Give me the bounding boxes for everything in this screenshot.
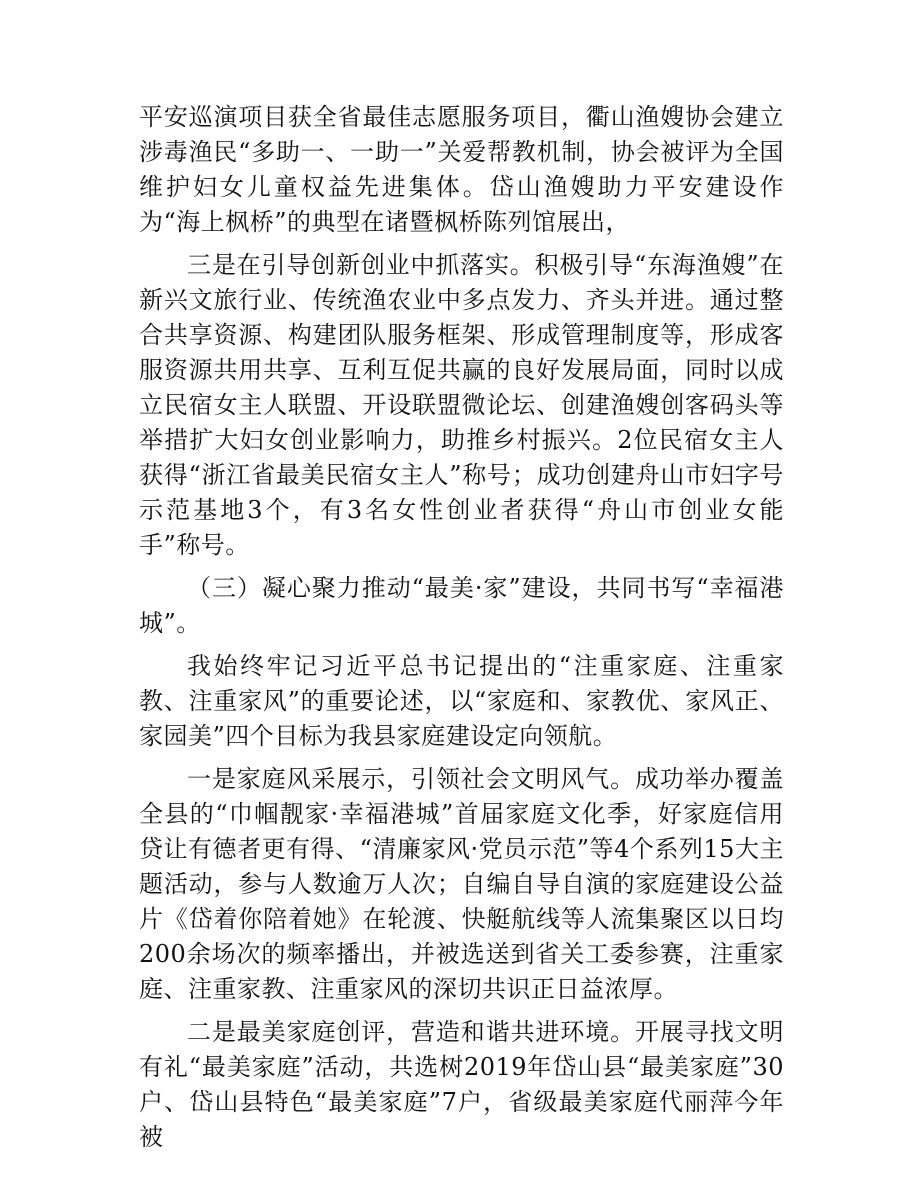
document-page — [139, 100, 784, 1163]
paragraph-family-showcase: 一是家庭风采展示，引领社会文明风气。成功举办覆盖全县的“巾帼靓家·幸福港城”首届家庭文化季，好家庭信用贷让有德者更有得、“清廉家风·党员示范”等4个系列15大主题活动，参与人数逾万人次；自编自导自演的家庭建设公益片《岱着你陪着她》在轮渡、快艇航线等人流集聚区以日均200余场次的频率播出，并被选送到省关工委参赛，注重家庭、注重家教、注重家风的深切共识正日益浓厚。 — [139, 765, 784, 1003]
paragraph-best-family: 二是最美家庭创评，营造和谐共进环境。开展寻找文明有礼“最美家庭”活动，共选树2019年岱山县“最美家庭”30户、岱山县特色“最美家庭”7户，省级最美家庭代丽萍今年被 — [139, 1018, 784, 1151]
paragraph-innovation: 三是在引导创新创业中抓落实。积极引导“东海渔嫂”在新兴文旅行业、传统渔农业中多点发力、齐头并进。通过整合共享资源、构建团队服务框架、形成管理制度等，形成客服资源共用共享、互利互促共赢的良好发展局面，同时以成立民宿女主人联盟、开设联盟微论坛、创建渔嫂创客码头等举措扩大妇女创业影响力，助推乡村振兴。2位民宿女主人获得“浙江省最美民宿女主人”称号；成功创建舟山市妇字号示范基地3个，有3名女性创业者获得“舟山市创业女能手”称号。 — [139, 251, 784, 559]
paragraph-continuation: 平安巡演项目获全省最佳志愿服务项目，衢山渔嫂协会建立涉毒渔民“多助一、一助一”关爱帮教机制，协会被评为全国维护妇女儿童权益先进集体。岱山渔嫂助力平安建设作为“海上枫桥”的典型在诸暨枫桥陈列馆展出， — [139, 103, 784, 236]
paragraph-family-intro: 我始终牢记习近平总书记提出的“注重家庭、注重家教、注重家风”的重要论述，以“家庭和、家教优、家风正、家园美”四个目标为我县家庭建设定向领航。 — [139, 652, 784, 750]
section-heading-3: （三）凝心聚力推动“最美·家”建设，共同书写“幸福港城”。 — [139, 574, 784, 637]
